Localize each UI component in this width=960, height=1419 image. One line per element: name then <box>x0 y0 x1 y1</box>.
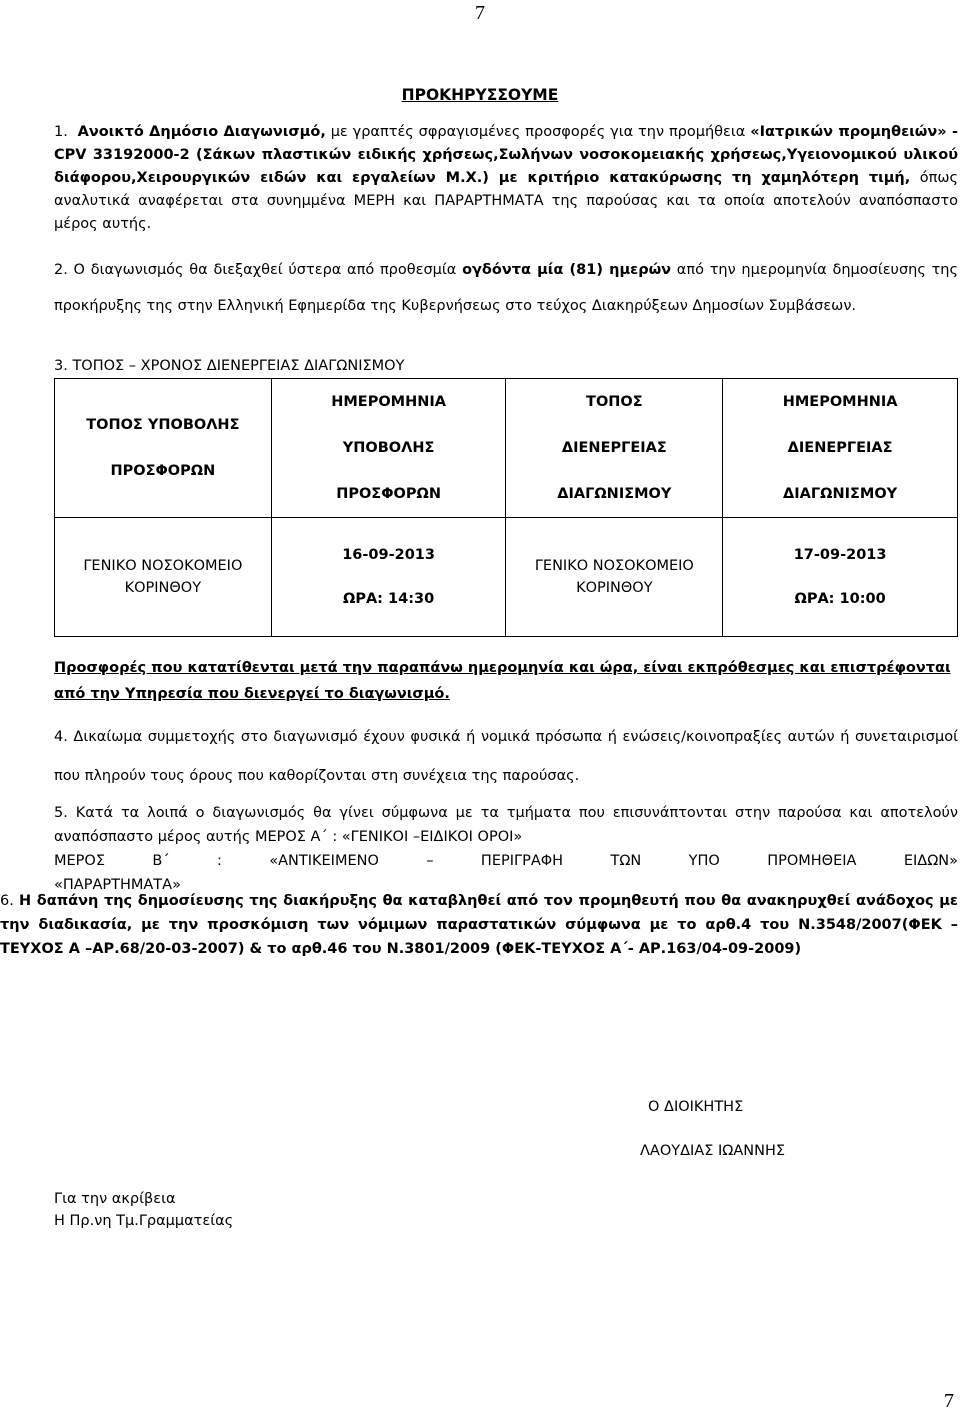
cell-place-submission: ΓΕΝΙΚΟ ΝΟΣΟΚΟΜΕΙΟ ΚΟΡΙΝΘΟΥ <box>55 518 272 637</box>
header-place-submission: ΤΟΠΟΣ ΥΠΟΒΟΛΗΣ ΠΡΟΣΦΟΡΩΝ <box>55 379 272 518</box>
header-date-conduct: ΗΜΕΡΟΜΗΝΙΑ ΔΙΕΝΕΡΓΕΙΑΣ ΔΙΑΓΩΝΙΣΜΟΥ <box>723 379 958 518</box>
signer-name: ΛΑΟΥΔΙΑΣ ΙΩΑΝΝΗΣ <box>640 1143 786 1159</box>
item-1-paragraph <box>54 121 958 236</box>
certification-block <box>54 1188 233 1232</box>
item-1-subject: «Ιατρικών προμηθειών» -CPV 33192000-2 (Σάκων πλαστικών ειδικής χρήσεως,Σωλήνων νοσοκομειακής χρήσεως,Υγειονομικού υλικού διάφορου,Χειρουργικών ειδών και εργαλείων Μ.Χ.) με κριτήριο κατακύρωσης τη χαμηλότερη τιμή, <box>54 124 958 186</box>
item-1-text-b: όπως αναλυτικά αναφέρεται στα συνημμένα ΜΕΡΗ και ΠΑΡΑΡΤΗΜΑΤΑ της παρούσας και τα οποία αποτελούν αναπόσπαστο μέρος αυτής. <box>54 170 958 232</box>
page-number-top: 7 <box>475 2 485 24</box>
header-date-submission: ΗΜΕΡΟΜΗΝΙΑ ΥΠΟΒΟΛΗΣ ΠΡΟΣΦΟΡΩΝ <box>271 379 506 518</box>
cell-date-submission: 16-09-2013 ΩΡΑ: 14:30 <box>271 518 506 637</box>
cell-date-conduct: 17-09-2013 ΩΡΑ: 10:00 <box>723 518 958 637</box>
table-row <box>55 518 958 637</box>
item-2-text-a: 2. Ο διαγωνισμός θα διεξαχθεί ύστερα από προθεσμία <box>54 262 463 278</box>
item-1-title: Ανοικτό Δημόσιο Διαγωνισμό, <box>77 124 326 140</box>
page-number-bottom: 7 <box>944 1390 954 1412</box>
item-1-number: 1. <box>54 124 68 140</box>
item-6-text: Η δαπάνη της δημοσίευσης της διακήρυξης θα καταβληθεί από τον προμηθευτή που θα ανακηρυχθεί ανάδοχος με την διαδικασία, με την προσκόμιση των νόμιμων παραστατικών σύμφωνα με το αρθ.4 του Ν.3548/2007(ΦΕΚ –ΤΕΥΧΟΣ Α –ΑΡ.68/20-03-2007) & το αρθ.46 του Ν.3801/2009 (ΦΕΚ-ΤΕΥΧΟΣ Α΄- ΑΡ.163/04-09-2009) <box>0 893 959 957</box>
item-2-text-b: από την ημερομηνία δημοσίευσης της προκήρυξης της στην Ελληνική Εφημερίδα της Κυβερνήσεως στο τεύχος Διακηρύξεων Δημοσίων Συμβάσεων. <box>54 262 958 314</box>
certification-line-1: Για την ακρίβεια <box>54 1191 176 1207</box>
signer-title: Ο ΔΙΟΙΚΗΤΗΣ <box>648 1099 744 1115</box>
item-2-deadline: ογδόντα μία (81) ημερών <box>462 262 672 278</box>
cell-place-conduct: ΓΕΝΙΚΟ ΝΟΣΟΚΟΜΕΙΟ ΚΟΡΙΝΘΟΥ <box>506 518 723 637</box>
item-5-paragraph <box>54 801 958 897</box>
item-2-paragraph <box>54 252 958 324</box>
late-offers-notice: Προσφορές που κατατίθενται μετά την παραπάνω ημερομηνία και ώρα, είναι εκπρόθεσμες και επιστρέφονται από την Υπηρεσία που διενεργεί το διαγωνισμό. <box>54 660 951 702</box>
document-heading: ΠΡΟΚΗΡΥΣΣΟΥΜΕ <box>401 86 559 104</box>
item-5-line-1: 5. Κατά τα λοιπά ο διαγωνισμός θα γίνει σύμφωνα με τα τμήματα που επισυνάπτονται στην παρούσα και αποτελούν αναπόσπαστο μέρος αυτής ΜΕΡΟΣ Α΄ : «ΓΕΝΙΚΟΙ –ΕΙΔΙΚΟΙ ΟΡΟΙ» <box>54 805 958 845</box>
header-place-conduct: ΤΟΠΟΣ ΔΙΕΝΕΡΓΕΙΑΣ ΔΙΑΓΩΝΙΣΜΟΥ <box>506 379 723 518</box>
schedule-table <box>54 378 958 637</box>
certification-line-2: Η Πρ.νη Τμ.Γραμματείας <box>54 1213 234 1229</box>
table-header-row <box>55 379 958 518</box>
item-6-number: 6. <box>0 893 20 909</box>
item-5-line-3: «ΠΑΡΑΡΤΗΜΑΤΑ» <box>54 877 181 893</box>
item-5-line-2: ΜΕΡΟΣ Β΄ : «ΑΝΤΙΚΕΙΜΕΝΟ – ΠΕΡΙΓΡΑΦΗ ΤΩΝ ΥΠΟ ΠΡΟΜΗΘΕΙΑ ΕΙΔΩΝ» <box>54 853 958 869</box>
item-6-paragraph <box>0 889 958 961</box>
item-1-text-a: με γραπτές σφραγισμένες προσφορές για την προμήθεια <box>325 124 751 140</box>
item-4-paragraph: 4. Δικαίωμα συμμετοχής στο διαγωνισμό έχουν φυσικά ή νομικά πρόσωπα ή ενώσεις/κοινοπραξίες αυτών ή συνεταιρισμοί που πληρούν τους όρους που καθορίζονται στη συνέχεια της παρούσας. <box>54 729 958 784</box>
item-3-heading: 3. ΤΟΠΟΣ – ΧΡΟΝΟΣ ΔΙΕΝΕΡΓΕΙΑΣ ΔΙΑΓΩΝΙΣΜΟΥ <box>54 358 405 374</box>
